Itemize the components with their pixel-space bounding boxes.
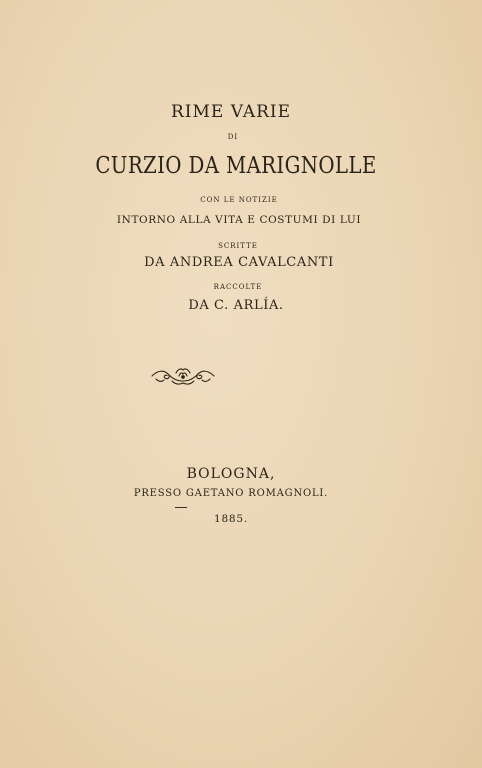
imprint-publisher: PRESSO GAETANO ROMAGNOLI.	[133, 488, 329, 499]
subtitle-con-le-notizie: CON LE NOTIZIE	[200, 196, 278, 204]
editor-arlia: DA C. ARLÍA.	[188, 298, 284, 313]
title-rime-varie: RIME VARIE	[170, 102, 292, 122]
scroll-ornament-icon	[150, 364, 216, 388]
author-name: CURZIO DA MARIGNOLLE	[95, 153, 377, 179]
subtitle-intorno: INTORNO ALLA VITA E COSTUMI DI LUI	[116, 214, 362, 226]
imprint-divider	[175, 507, 187, 508]
title-di: DI	[227, 133, 239, 141]
label-raccolte: RACCOLTE	[213, 283, 263, 291]
label-scritte: SCRITTE	[218, 242, 258, 250]
imprint-city: BOLOGNA,	[186, 466, 276, 482]
author-andrea-cavalcanti: DA ANDREA CAVALCANTI	[144, 255, 334, 270]
imprint-year: 1885.	[213, 513, 249, 525]
